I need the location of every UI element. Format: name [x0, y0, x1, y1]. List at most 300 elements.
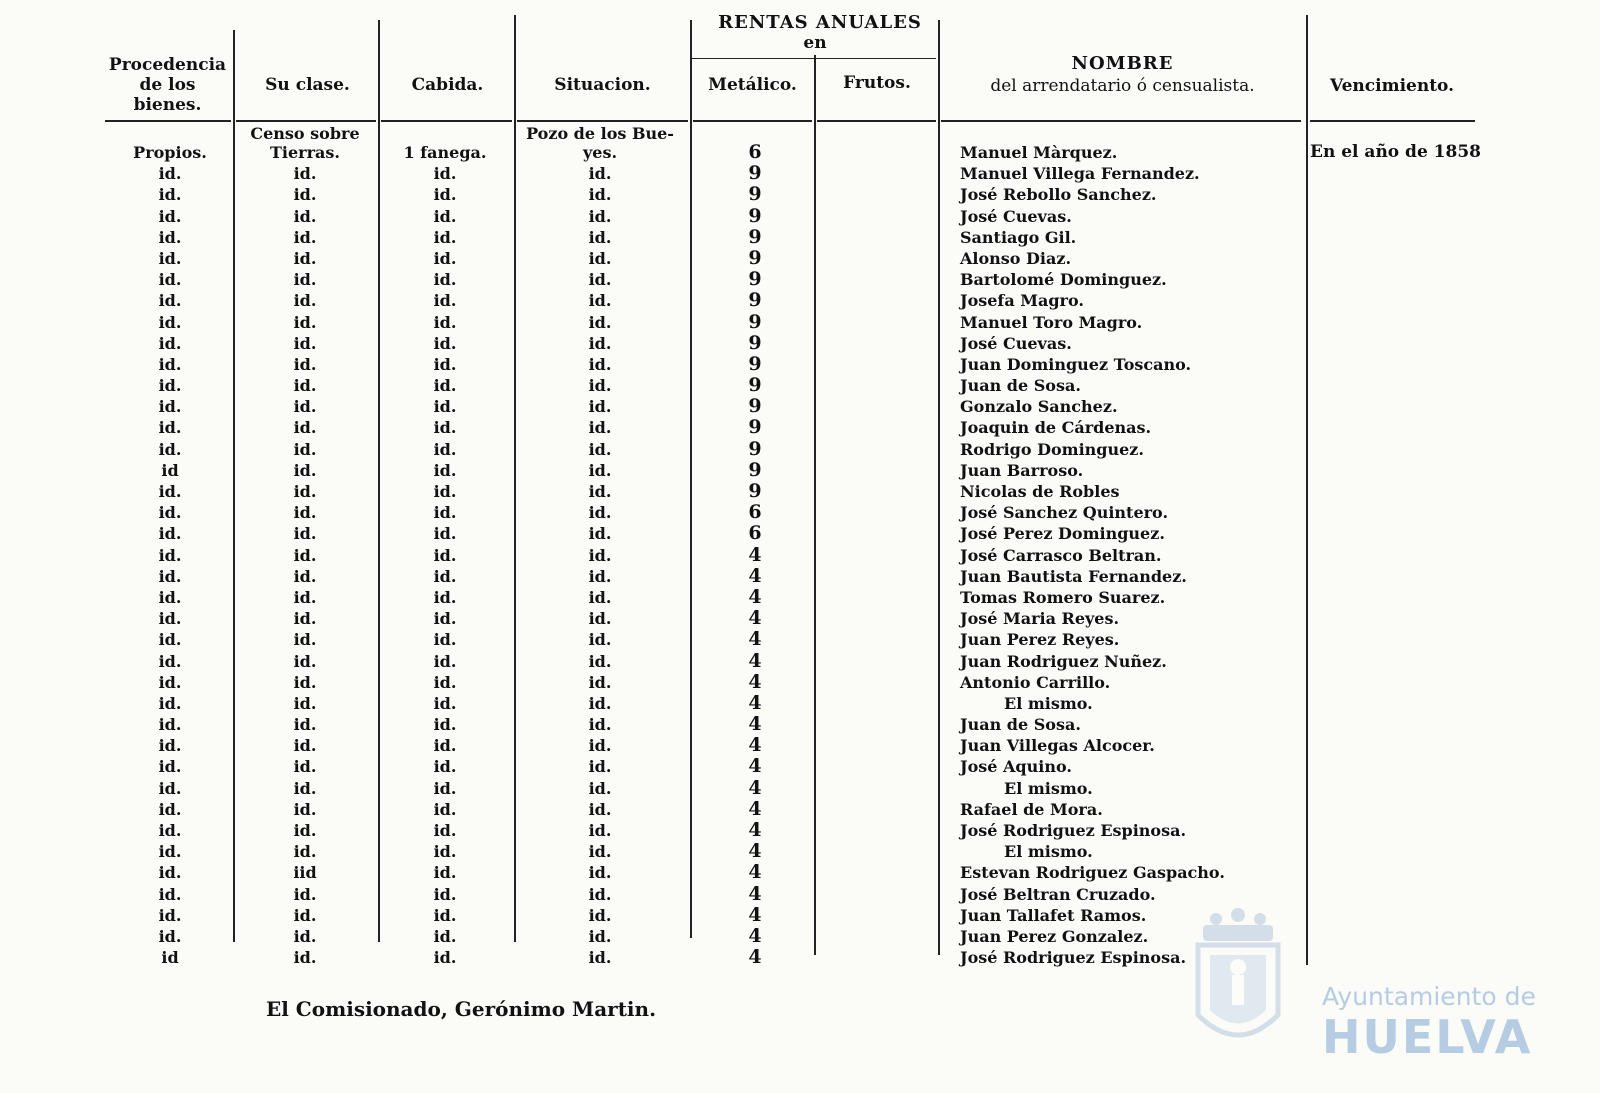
cell-procedencia: id. — [158, 312, 182, 332]
cell-vencimiento: En el año de 1858 — [1310, 142, 1481, 162]
table-row — [0, 163, 1600, 184]
cell-procedencia: id. — [158, 821, 182, 840]
cell-cabida: id. — [433, 630, 457, 650]
cell-procedencia: id. — [158, 757, 182, 777]
cell-nombre: José Perez Dominguez. — [960, 524, 1165, 544]
table-row — [0, 735, 1600, 756]
cell-metalico: 4 — [748, 713, 762, 736]
cell-nombre: Rafael de Mora. — [960, 799, 1103, 819]
rentas-anuales-title: RENTAS ANUALES — [718, 12, 922, 33]
table-row — [0, 862, 1600, 883]
cell-metalico: 9 — [748, 204, 762, 227]
cell-procedencia: id. — [158, 270, 182, 290]
cell-cabida: id. — [433, 248, 457, 268]
cell-clase: iid — [293, 863, 317, 883]
table-row — [0, 608, 1600, 629]
cell-clase: id. — [293, 460, 317, 480]
cell-clase: id. — [293, 715, 317, 735]
cell-cabida: id. — [433, 185, 457, 205]
cell-cabida: 1 fanega. — [403, 143, 487, 162]
cell-procedencia: id. — [158, 926, 182, 946]
rentas-anuales-en: en — [803, 33, 827, 53]
table-row — [0, 248, 1600, 269]
cell-situacion: id. — [588, 736, 612, 756]
cell-clase: id. — [293, 270, 317, 290]
cell-metalico: 9 — [748, 162, 762, 185]
cell-nombre: Juan Villegas Alcocer. — [960, 736, 1155, 756]
cell-procedencia: id. — [158, 397, 182, 417]
cell-nombre: Manuel Toro Magro. — [960, 312, 1143, 332]
cell-clase: id. — [293, 545, 317, 565]
cell-procedencia: id. — [158, 715, 182, 735]
table-row — [0, 417, 1600, 438]
cell-metalico: 4 — [748, 670, 762, 693]
cell-cabida: id. — [433, 482, 457, 501]
cell-metalico: 9 — [748, 352, 762, 375]
cell-situacion: id. — [588, 884, 612, 904]
cell-procedencia: id. — [158, 376, 182, 396]
cell-clase: id. — [293, 884, 317, 904]
table-row — [0, 545, 1600, 566]
cell-metalico: 9 — [748, 437, 762, 460]
cell-clase: id. — [293, 757, 317, 777]
table-row — [0, 269, 1600, 290]
watermark-line2: HUELVA — [1322, 1010, 1533, 1064]
cell-nombre: Josefa Magro. — [960, 291, 1084, 311]
cell-metalico: 9 — [748, 268, 762, 291]
cell-situacion: id. — [588, 905, 612, 925]
cell-situacion: id. — [588, 948, 612, 968]
cell-nombre: José Maria Reyes. — [960, 609, 1120, 629]
cell-clase: id. — [293, 821, 317, 840]
cell-metalico: 4 — [748, 755, 762, 778]
cell-metalico: 4 — [748, 861, 762, 884]
cell-nombre: José Aquino. — [960, 757, 1072, 777]
table-row — [0, 693, 1600, 714]
signature: El Comisionado, Gerónimo Martin. — [266, 997, 657, 1021]
cell-situacion: yes. — [582, 143, 618, 162]
table-row — [0, 926, 1600, 947]
cell-nombre: El mismo. — [1004, 693, 1093, 713]
cell-nombre: Juan Barroso. — [960, 460, 1084, 480]
cell-nombre: Juan Tallafet Ramos. — [960, 905, 1147, 925]
cell-situacion: id. — [588, 672, 612, 692]
cell-nombre: Juan de Sosa. — [960, 376, 1081, 396]
cell-nombre: José Rodriguez Espinosa. — [960, 948, 1187, 968]
table-row — [0, 481, 1600, 502]
cell-cabida: id. — [433, 821, 457, 840]
cell-procedencia: id. — [158, 354, 182, 374]
cell-metalico: 9 — [748, 374, 762, 397]
cell-metalico: 4 — [748, 882, 762, 905]
cell-clase: id. — [293, 587, 317, 607]
table-row — [0, 523, 1600, 544]
cell-procedencia: id. — [158, 778, 182, 798]
cell-procedencia: id. — [158, 503, 182, 523]
cell-clase: id. — [293, 291, 317, 311]
cell-metalico: 6 — [748, 141, 762, 163]
cell-situacion: id. — [588, 503, 612, 523]
header-nombre-line1: NOMBRE — [1071, 53, 1174, 74]
cell-metalico: 9 — [748, 246, 762, 269]
cell-procedencia: id. — [158, 333, 182, 353]
cell-cabida: id. — [433, 799, 457, 819]
cell-nombre: José Cuevas. — [960, 333, 1072, 353]
cell-nombre: Juan de Sosa. — [960, 715, 1081, 735]
cell-cabida: id. — [433, 397, 457, 417]
cell-situacion: id. — [588, 693, 612, 713]
table-row — [0, 841, 1600, 862]
cell-cabida: id. — [433, 524, 457, 544]
cell-metalico: 9 — [748, 480, 762, 502]
cell-metalico: 9 — [748, 416, 762, 439]
table-row — [0, 714, 1600, 735]
cell-metalico: 6 — [748, 522, 762, 545]
cell-situacion: id. — [588, 376, 612, 396]
cell-clase: id. — [293, 651, 317, 671]
cell-situacion: id. — [588, 418, 612, 438]
cell-situacion: id. — [588, 821, 612, 840]
cell-metalico: 4 — [748, 797, 762, 820]
cell-cabida: id. — [433, 736, 457, 756]
cell-situacion: id. — [588, 354, 612, 374]
header-cabida: Cabida. — [411, 75, 484, 95]
cell-situacion: id. — [588, 587, 612, 607]
cell-nombre: El mismo. — [1004, 842, 1093, 862]
cell-situacion: id. — [588, 778, 612, 798]
cell-metalico: 4 — [748, 924, 762, 947]
cell-procedencia: id. — [158, 185, 182, 205]
cell-nombre: Alonso Diaz. — [960, 248, 1072, 268]
cell-nombre: Bartolomé Dominguez. — [960, 270, 1167, 290]
cell-nombre: Manuel Villega Fernandez. — [960, 164, 1200, 184]
huelva-coat-of-arms-watermark — [1188, 905, 1288, 1055]
cell-procedencia: id — [161, 948, 179, 968]
cell-cabida: id. — [433, 333, 457, 353]
cell-procedencia: id. — [158, 799, 182, 819]
cell-metalico: 4 — [748, 776, 762, 799]
cell-cabida: id. — [433, 376, 457, 396]
cell-metalico: 4 — [748, 819, 762, 841]
cell-clase: id. — [293, 206, 317, 226]
cell-clase: id. — [293, 397, 317, 417]
cell-cabida: id. — [433, 270, 457, 290]
cell-cabida: id. — [433, 884, 457, 904]
cell-situacion: id. — [588, 206, 612, 226]
cell-cabida: id. — [433, 863, 457, 883]
cell-procedencia: id — [161, 460, 179, 480]
cell-nombre: José Carrasco Beltran. — [960, 545, 1162, 565]
cell-procedencia: id. — [158, 524, 182, 544]
table-row — [0, 756, 1600, 777]
cell-procedencia: id. — [158, 863, 182, 883]
cell-clase: id. — [293, 799, 317, 819]
cell-cabida: id. — [433, 842, 457, 862]
header-underline — [817, 120, 936, 122]
cell-nombre: José Rodriguez Espinosa. — [960, 821, 1187, 840]
cell-cabida: id. — [433, 354, 457, 374]
cell-cabida: id. — [433, 418, 457, 438]
cell-cabida: id. — [433, 206, 457, 226]
header-underline — [1310, 120, 1475, 122]
cell-clase: id. — [293, 905, 317, 925]
cell-metalico: 9 — [748, 395, 762, 418]
cell-procedencia: Propios. — [133, 143, 207, 162]
cell-situacion: id. — [588, 630, 612, 650]
cell-clase: id. — [293, 948, 317, 968]
cell-clase: id. — [293, 227, 317, 247]
cell-nombre: José Beltran Cruzado. — [960, 884, 1156, 904]
cell-cabida: id. — [433, 503, 457, 523]
cell-procedencia: id. — [158, 587, 182, 607]
cell-clase: id. — [293, 926, 317, 946]
cell-metalico: 9 — [748, 458, 762, 481]
cell-clase: id. — [293, 609, 317, 629]
cell-situacion: id. — [588, 863, 612, 883]
cell-procedencia: id. — [158, 566, 182, 586]
cell-cabida: id. — [433, 545, 457, 565]
table-row — [0, 502, 1600, 523]
cell-nombre: Estevan Rodriguez Gaspacho. — [960, 863, 1225, 883]
cell-cabida: id. — [433, 693, 457, 713]
cell-procedencia: id. — [158, 651, 182, 671]
cell-clase: id. — [293, 778, 317, 798]
table-row — [0, 142, 1600, 163]
cell-situacion: id. — [588, 164, 612, 184]
watermark-line1: Ayuntamiento de — [1322, 982, 1536, 1011]
cell-procedencia: id. — [158, 248, 182, 268]
header-underline — [381, 120, 512, 122]
table-row — [0, 227, 1600, 248]
cell-clase: id. — [293, 693, 317, 713]
rentas-underline — [692, 58, 936, 59]
cell-situacion: id. — [588, 651, 612, 671]
table-row — [0, 905, 1600, 926]
cell-clase: id. — [293, 376, 317, 396]
cell-situacion: id. — [588, 757, 612, 777]
cell-procedencia: id. — [158, 291, 182, 311]
table-row — [0, 312, 1600, 333]
cell-clase: id. — [293, 164, 317, 184]
cell-cabida: id. — [433, 291, 457, 311]
table-row — [0, 354, 1600, 375]
cell-cabida: id. — [433, 566, 457, 586]
cell-metalico: 4 — [748, 564, 762, 587]
cell-procedencia: id. — [158, 884, 182, 904]
header-underline — [236, 120, 376, 122]
first-row-clase-top: Censo sobre — [250, 124, 360, 143]
cell-cabida: id. — [433, 609, 457, 629]
cell-metalico: 4 — [748, 903, 762, 926]
table-row — [0, 460, 1600, 481]
cell-situacion: id. — [588, 270, 612, 290]
cell-clase: id. — [293, 672, 317, 692]
cell-nombre: Tomas Romero Suarez. — [960, 587, 1166, 607]
header-clase: Su clase. — [265, 75, 350, 95]
table-row — [0, 587, 1600, 608]
cell-procedencia: id. — [158, 439, 182, 459]
cell-situacion: id. — [588, 227, 612, 247]
cell-cabida: id. — [433, 587, 457, 607]
cell-procedencia: id. — [158, 693, 182, 713]
table-row — [0, 333, 1600, 354]
cell-clase: id. — [293, 333, 317, 353]
table-row — [0, 629, 1600, 650]
cell-clase: id. — [293, 439, 317, 459]
cell-metalico: 9 — [748, 225, 762, 248]
table-row — [0, 439, 1600, 460]
cell-nombre: José Rebollo Sanchez. — [960, 185, 1157, 205]
cell-clase: id. — [293, 418, 317, 438]
table-row — [0, 820, 1600, 841]
cell-metalico: 4 — [748, 649, 762, 672]
cell-metalico: 4 — [748, 691, 762, 714]
header-underline — [517, 120, 688, 122]
cell-nombre: Manuel Màrquez. — [960, 143, 1118, 162]
cell-cabida: id. — [433, 948, 457, 968]
cell-clase: id. — [293, 503, 317, 523]
header-frutos: Frutos. — [843, 73, 911, 93]
table-row — [0, 947, 1600, 968]
table-row — [0, 290, 1600, 311]
cell-cabida: id. — [433, 227, 457, 247]
cell-procedencia: id. — [158, 630, 182, 650]
header-underline — [941, 120, 1301, 122]
cell-situacion: id. — [588, 926, 612, 946]
cell-situacion: id. — [588, 715, 612, 735]
cell-cabida: id. — [433, 778, 457, 798]
cell-cabida: id. — [433, 312, 457, 332]
cell-procedencia: id. — [158, 482, 182, 501]
cell-nombre: Nicolas de Robles — [960, 482, 1120, 501]
header-metalico: Metálico. — [708, 75, 797, 95]
cell-procedencia: id. — [158, 206, 182, 226]
table-row — [0, 672, 1600, 693]
cell-metalico: 9 — [748, 331, 762, 354]
cell-metalico: 4 — [748, 840, 762, 863]
cell-nombre: Santiago Gil. — [960, 227, 1077, 247]
cell-metalico: 9 — [748, 289, 762, 312]
cell-cabida: id. — [433, 715, 457, 735]
cell-nombre: Rodrigo Dominguez. — [960, 439, 1144, 459]
cell-clase: id. — [293, 566, 317, 586]
cell-metalico: 4 — [748, 628, 762, 651]
cell-clase: id. — [293, 248, 317, 268]
cell-nombre: José Cuevas. — [960, 206, 1072, 226]
cell-metalico: 4 — [748, 734, 762, 757]
cell-situacion: id. — [588, 439, 612, 459]
table-row — [0, 566, 1600, 587]
cell-nombre: Joaquin de Cárdenas. — [960, 418, 1152, 438]
cell-procedencia: id. — [158, 164, 182, 184]
cell-clase: id. — [293, 524, 317, 544]
first-row-situacion-top: Pozo de los Bue- — [526, 124, 674, 143]
cell-situacion: id. — [588, 291, 612, 311]
table-row — [0, 884, 1600, 905]
table-row — [0, 778, 1600, 799]
cell-situacion: id. — [588, 397, 612, 417]
header-procedencia-line2: de los bienes. — [133, 75, 202, 115]
cell-cabida: id. — [433, 651, 457, 671]
cell-situacion: id. — [588, 799, 612, 819]
cell-clase: id. — [293, 736, 317, 756]
cell-procedencia: id. — [158, 609, 182, 629]
cell-nombre: Juan Perez Gonzalez. — [960, 926, 1149, 946]
cell-procedencia: id. — [158, 905, 182, 925]
register-table — [0, 142, 1600, 968]
cell-metalico: 9 — [748, 183, 762, 206]
table-row — [0, 651, 1600, 672]
cell-metalico: 4 — [748, 543, 762, 566]
cell-nombre: Juan Rodriguez Nuñez. — [960, 651, 1167, 671]
cell-metalico: 9 — [748, 310, 762, 333]
table-row — [0, 184, 1600, 205]
cell-situacion: id. — [588, 524, 612, 544]
cell-nombre: Juan Dominguez Toscano. — [960, 354, 1192, 374]
cell-clase: id. — [293, 185, 317, 205]
cell-nombre: Gonzalo Sanchez. — [960, 397, 1118, 417]
table-row — [0, 799, 1600, 820]
cell-situacion: id. — [588, 460, 612, 480]
cell-nombre: José Sanchez Quintero. — [960, 503, 1169, 523]
header-nombre-line2: del arrendatario ó censualista. — [990, 76, 1255, 96]
cell-procedencia: id. — [158, 418, 182, 438]
cell-procedencia: id. — [158, 545, 182, 565]
cell-procedencia: id. — [158, 842, 182, 862]
cell-procedencia: id. — [158, 736, 182, 756]
cell-nombre: Juan Perez Reyes. — [960, 630, 1120, 650]
header-vencimiento: Vencimiento. — [1329, 76, 1455, 96]
cell-clase: id. — [293, 482, 317, 501]
cell-situacion: id. — [588, 482, 612, 501]
cell-cabida: id. — [433, 672, 457, 692]
cell-clase: Tierras. — [270, 143, 340, 162]
cell-clase: id. — [293, 630, 317, 650]
cell-cabida: id. — [433, 905, 457, 925]
cell-clase: id. — [293, 312, 317, 332]
cell-metalico: 4 — [748, 946, 762, 969]
cell-cabida: id. — [433, 460, 457, 480]
cell-nombre: Antonio Carrillo. — [960, 672, 1111, 692]
cell-metalico: 4 — [748, 607, 762, 630]
cell-situacion: id. — [588, 842, 612, 862]
cell-cabida: id. — [433, 926, 457, 946]
cell-metalico: 4 — [748, 585, 762, 608]
table-row — [0, 375, 1600, 396]
header-underline — [105, 120, 231, 122]
cell-situacion: id. — [588, 333, 612, 353]
cell-situacion: id. — [588, 609, 612, 629]
cell-nombre: Juan Bautista Fernandez. — [960, 566, 1187, 586]
header-situacion: Situacion. — [554, 75, 651, 95]
cell-situacion: id. — [588, 248, 612, 268]
cell-cabida: id. — [433, 757, 457, 777]
header-underline — [693, 120, 812, 122]
cell-metalico: 6 — [748, 501, 762, 524]
cell-situacion: id. — [588, 566, 612, 586]
table-row — [0, 206, 1600, 227]
cell-procedencia: id. — [158, 672, 182, 692]
cell-nombre: El mismo. — [1004, 778, 1093, 798]
cell-clase: id. — [293, 354, 317, 374]
cell-cabida: id. — [433, 439, 457, 459]
cell-situacion: id. — [588, 545, 612, 565]
cell-procedencia: id. — [158, 227, 182, 247]
cell-situacion: id. — [588, 312, 612, 332]
cell-situacion: id. — [588, 185, 612, 205]
cell-cabida: id. — [433, 164, 457, 184]
table-row — [0, 396, 1600, 417]
